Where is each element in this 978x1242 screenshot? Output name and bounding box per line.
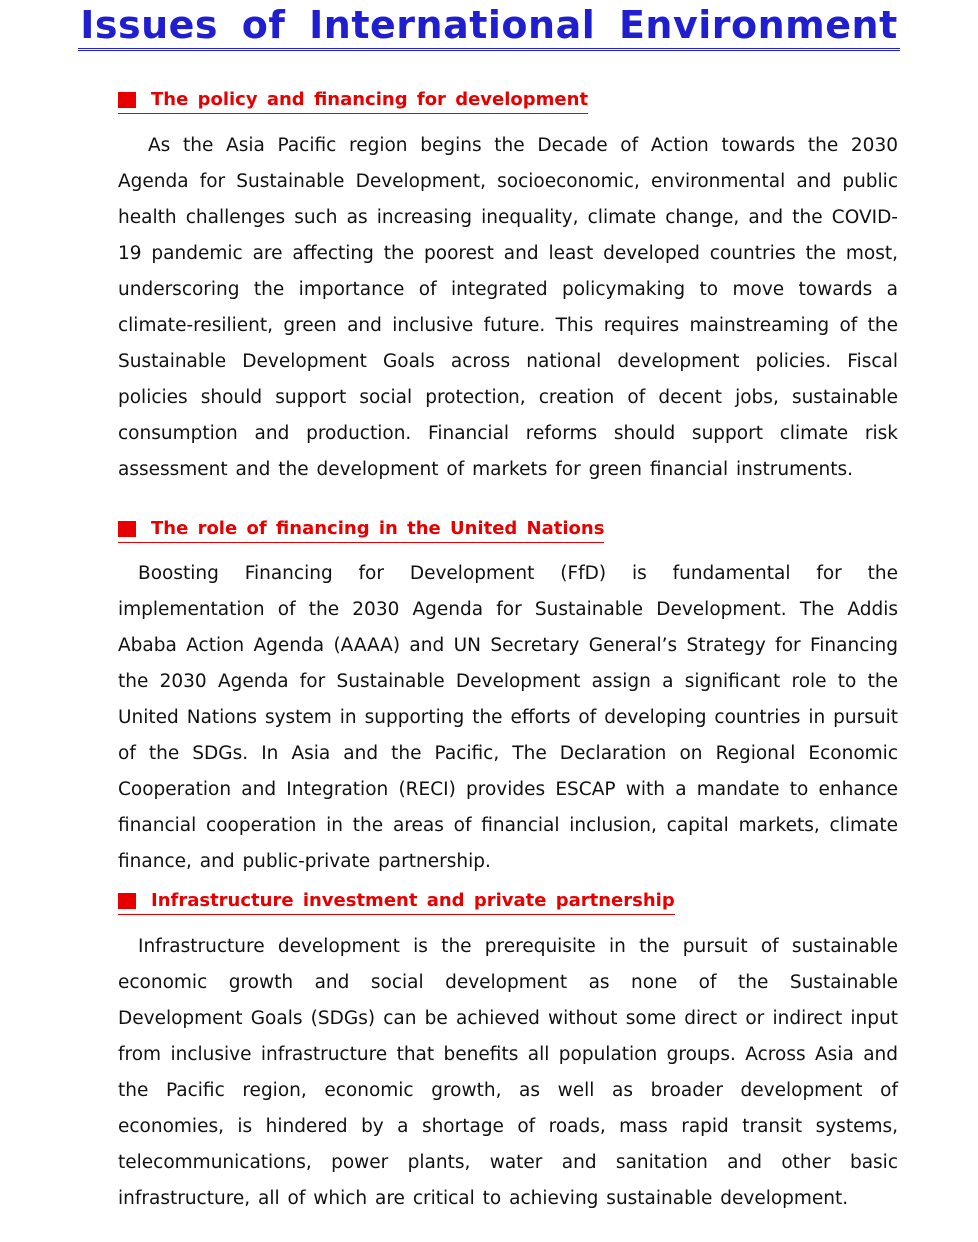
page-title — [0, 2, 978, 51]
page-title-text: Issues of International Environment — [78, 3, 900, 51]
section-heading-text: The role of financing in the United Nations — [151, 518, 605, 539]
section-paragraph-infrastructure: Infrastructure development is the prerequisite in the pursuit of sustainable economic growth and social development as none of the Sustainable Development Goals (SDGs) can be achieved without some direct or indirect input from inclusive infrastructure that benefits all population groups. Across Asia and the Pacific region, economic growth, as well as broader development of economies, is hindered by a shortage of roads, mass rapid transit systems, telecommunications, power plants, water and sanitation and other basic infrastructure, all of which are critical to achieving sustainable development. — [118, 936, 898, 1209]
section-paragraph-un-financing: Boosting Financing for Development (FfD) is fundamental for the implementation of the 2030 Agenda for Sustainable Development. The Addis Ababa Action Agenda (AAAA) and UN Secretary General’s Strategy for Financing the 2030 Agenda for Sustainable Development assign a significant role to the United Nations system in supporting the efforts of developing countries in pursuit of the SDGs. In Asia and the Pacific, The Declaration on Regional Economic Cooperation and Integration (RECI) provides ESCAP with a mandate to enhance financial cooperation in the areas of financial inclusion, capital markets, climate finance, and public-private partnership. — [118, 563, 898, 872]
section-heading-un-financing — [118, 516, 604, 543]
red-square-icon — [118, 893, 136, 909]
red-square-icon — [118, 92, 136, 108]
section-heading-text: Infrastructure investment and private partnership — [151, 890, 675, 911]
section-heading-policy-financing — [118, 87, 588, 114]
red-square-icon — [118, 521, 136, 537]
section-heading-infrastructure — [118, 888, 675, 915]
section-heading-text: The policy and financing for development — [151, 89, 589, 110]
section-paragraph-policy-financing: As the Asia Pacific region begins the Decade of Action towards the 2030 Agenda for Sustainable Development, socioeconomic, environmental and public health challenges such as increasing inequality, climate change, and the COVID-19 pandemic are affecting the poorest and least developed countries the most, underscoring the importance of integrated policymaking to move towards a climate-resilient, green and inclusive future. This requires mainstreaming of the Sustainable Development Goals across national development policies. Fiscal policies should support social protection, creation of decent jobs, sustainable consumption and production. Financial reforms should support climate risk assessment and the development of markets for green financial instruments. — [118, 135, 898, 480]
